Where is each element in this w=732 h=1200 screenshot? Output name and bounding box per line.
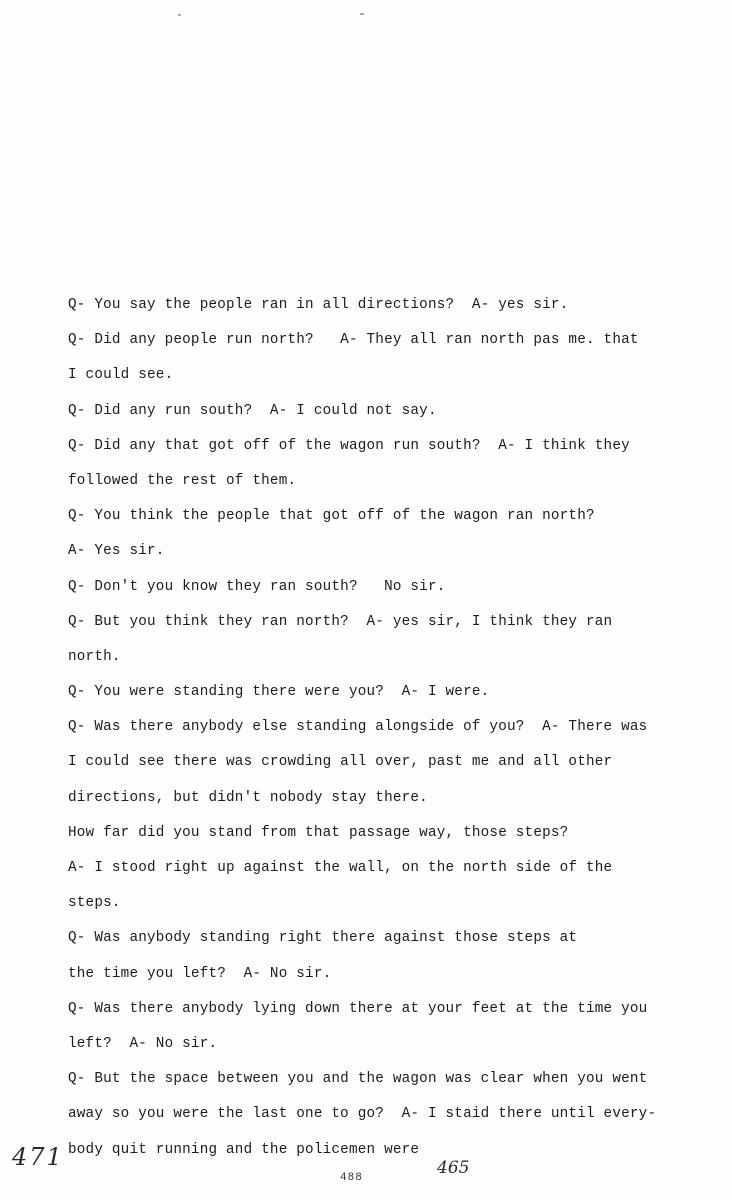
transcript-line: Q- Did any people run north? A- They all ran north pas me. that — [68, 332, 639, 349]
transcript-line: north. — [68, 648, 121, 665]
transcript-line: I could see. — [68, 367, 174, 384]
transcript-line: A- Yes sir. — [68, 543, 165, 560]
transcript-line: Q- Don't you know they ran south? No sir. — [68, 578, 446, 595]
transcript-line: Q- Did any run south? A- I could not say. — [68, 402, 437, 419]
transcript-line: A- I stood right up against the wall, on the north side of the — [68, 860, 613, 876]
transcript-line: steps. — [68, 895, 121, 912]
transcript-line: Q- Was anybody standing right there against those steps at — [68, 930, 578, 947]
transcript-line: Q- You were standing there were you? A- I were. — [68, 684, 490, 701]
scan-speck — [360, 13, 364, 15]
transcript-line: directions, but didn't nobody stay there. — [68, 789, 428, 806]
transcript-body — [68, 288, 708, 1168]
transcript-line: Q- You say the people ran in all directions? A- yes sir. — [68, 297, 569, 313]
page-number: 465 — [437, 1158, 470, 1178]
margin-note: 471 — [12, 1143, 64, 1171]
transcript-line: How far did you stand from that passage way, those steps? — [68, 824, 569, 841]
transcript-line: left? A- No sir. — [68, 1035, 218, 1052]
transcript-line: Q- Did any that got off of the wagon run south? A- I think they — [68, 437, 630, 454]
footer-number: 488 — [340, 1172, 363, 1184]
transcript-line: the time you left? A- No sir. — [68, 965, 332, 982]
transcript-line: Q- Was there anybody lying down there at your feet at the time you — [68, 1000, 648, 1017]
transcript-line: body quit running and the policemen were — [68, 1141, 420, 1158]
transcript-line: followed the rest of them. — [68, 472, 297, 489]
transcript-line: away so you were the last one to go? A- I staid there until every- — [68, 1106, 657, 1123]
scan-speck — [178, 14, 181, 16]
transcript-line: Q- But the space between you and the wagon was clear when you went — [68, 1071, 648, 1088]
transcript-line: Q- But you think they ran north? A- yes sir, I think they ran — [68, 613, 613, 630]
transcript-line: I could see there was crowding all over, past me and all other — [68, 754, 613, 771]
transcript-line: Q- Was there anybody else standing alongside of you? A- There was — [68, 719, 648, 736]
transcript-line: Q- You think the people that got off of the wagon ran north? — [68, 508, 595, 525]
